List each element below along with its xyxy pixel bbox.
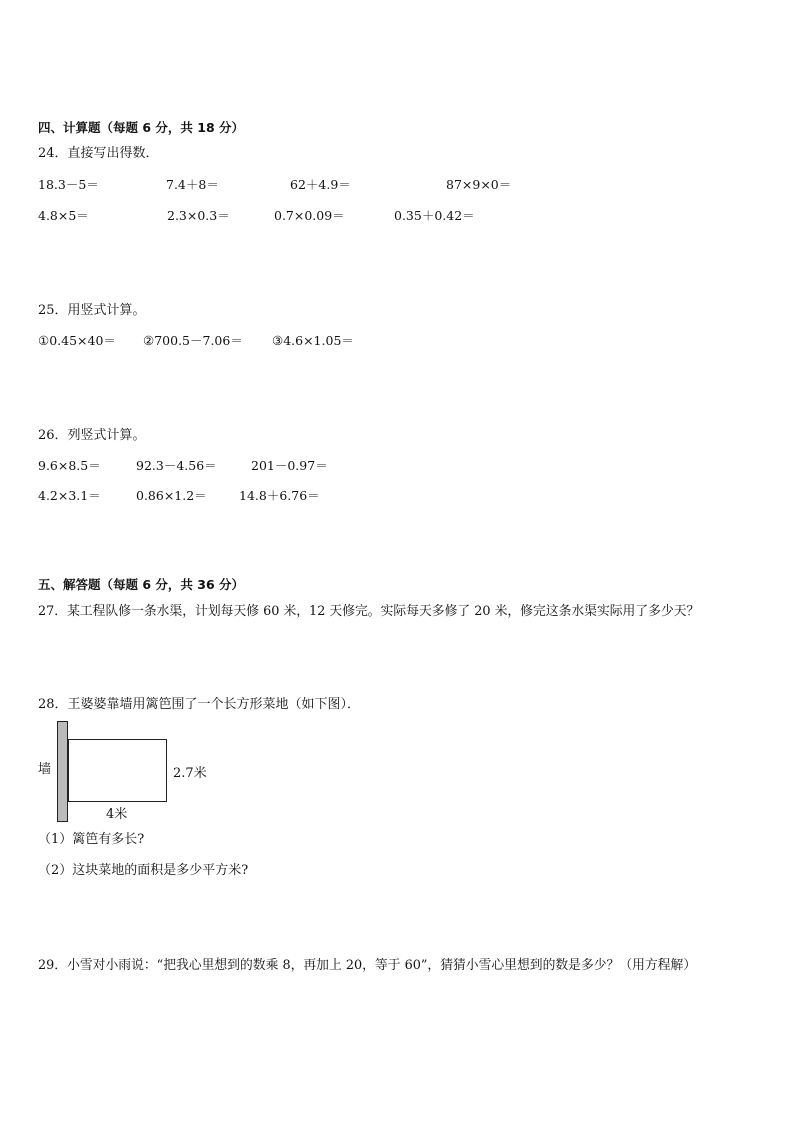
section-4-title: 四、计算题（每题 6 分，共 18 分） [38,120,245,135]
q24-expr: 2.3×0.3＝ [167,208,230,223]
question-28-sub1: （1）篱笆有多长? [38,832,145,847]
question-25-stem: 25．用竖式计算。 [38,303,146,318]
q26-expr: 92.3－4.56＝ [136,458,217,473]
q26-expr: 4.2×3.1＝ [38,488,101,503]
q24-expr: 4.8×5＝ [38,208,89,223]
q24-expr: 87×9×0＝ [446,177,512,192]
q25-expr: ③4.6×1.05＝ [272,333,354,348]
q26-expr: 201－0.97＝ [251,458,328,473]
q24-expr: 18.3－5＝ [38,177,99,192]
question-28-sub2: （2）这块菜地的面积是多少平方米? [38,863,249,878]
q26-expr: 14.8＋6.76＝ [239,488,320,503]
q25-expr: ②700.5－7.06＝ [143,333,243,348]
garden-rectangle [68,739,167,802]
q24-expr: 62＋4.9＝ [290,177,351,192]
wall-label: 墙 [38,762,52,777]
q25-expr: ①0.45×40＝ [38,333,116,348]
question-28-stem: 28．王婆婆靠墙用篱笆围了一个长方形菜地（如下图）． [38,697,361,712]
question-26-stem: 26．列竖式计算。 [38,428,146,443]
question-24-stem: 24．直接写出得数． [38,146,159,161]
q24-expr: 7.4＋8＝ [166,177,219,192]
q24-expr: 0.35＋0.42＝ [394,208,475,223]
question-27: 27．某工程队修一条水渠，计划每天修 60 米，12 天修完。实际每天多修了 20 米，修完这条水渠实际用了多少天？ [38,604,700,619]
wall [57,721,68,822]
q26-expr: 0.86×1.2＝ [136,488,207,503]
q26-expr: 9.6×8.5＝ [38,458,101,473]
q24-expr: 0.7×0.09＝ [274,208,345,223]
width-label: 4米 [106,807,128,822]
question-29: 29．小雪对小雨说：“把我心里想到的数乘 8，再加上 20，等于 60”，猜猜小雪心里想到的数是多少？（用方程解） [38,958,697,973]
height-label: 2.7米 [173,766,207,781]
section-5-title: 五、解答题（每题 6 分，共 36 分） [38,577,245,592]
